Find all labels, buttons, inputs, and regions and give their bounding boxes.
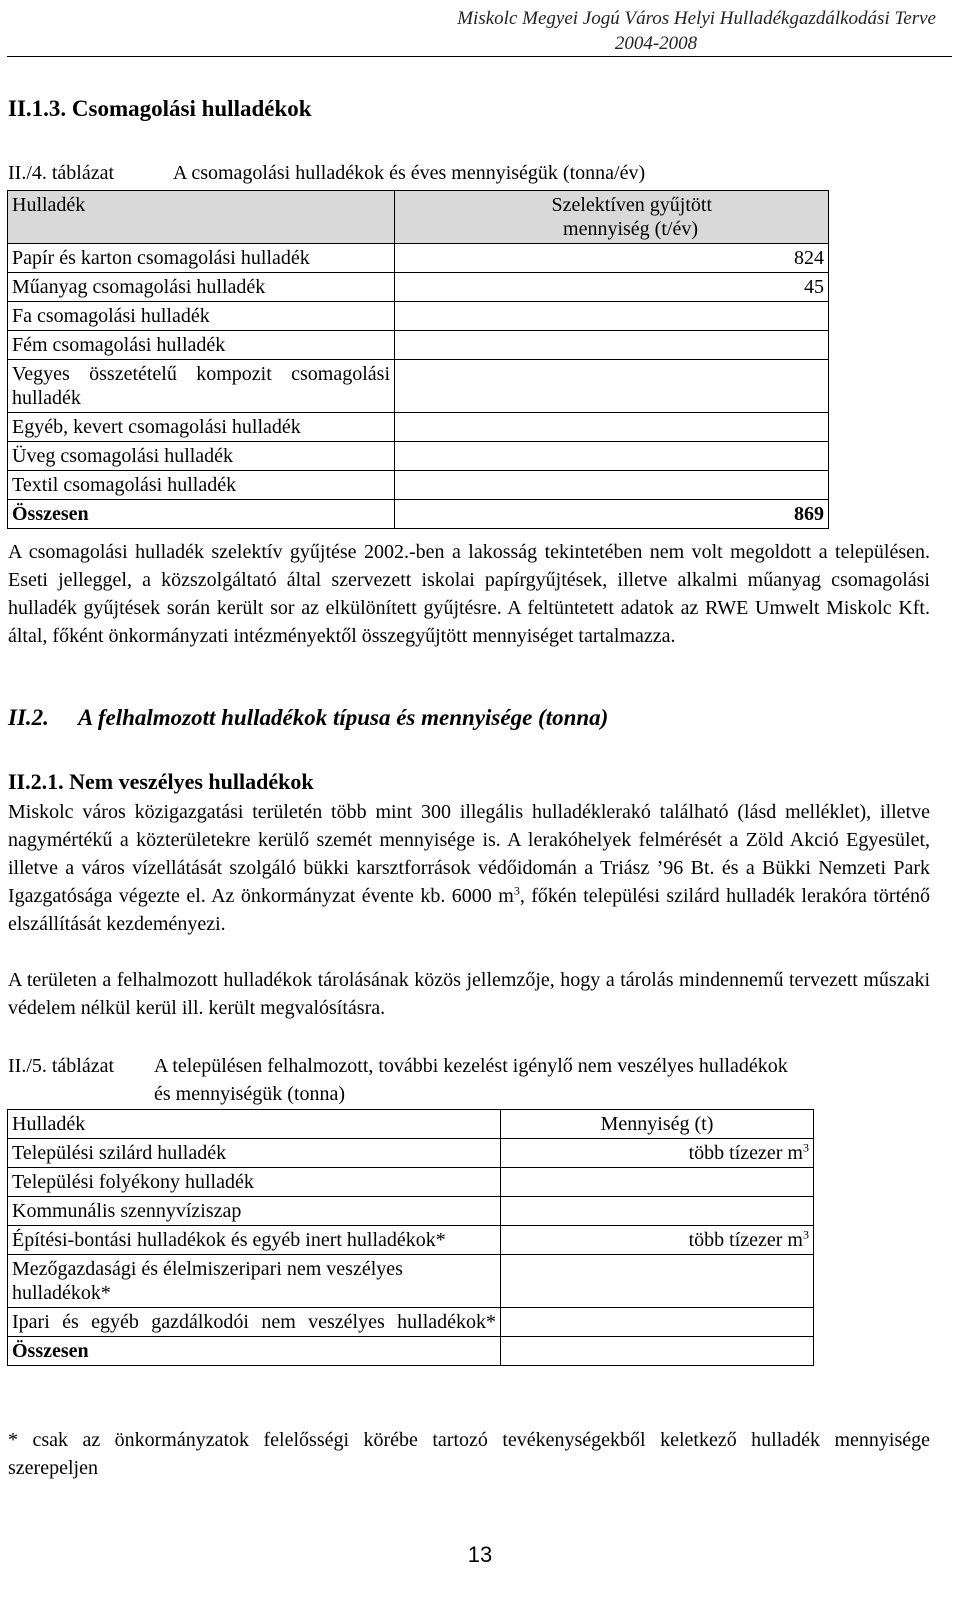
row-value: [395, 302, 829, 331]
table-row: [8, 471, 829, 500]
table-row: [8, 1139, 814, 1168]
section-heading-nonhazardous: II.2.1. Nem veszélyes hulladékok: [8, 769, 314, 794]
table-row: [8, 244, 829, 273]
row-value: [501, 1168, 814, 1197]
nonhazardous-paragraph-1: [8, 798, 930, 938]
row-value-sup: 3: [803, 1227, 809, 1242]
row-value: [395, 442, 829, 471]
page-number: 13: [467, 1542, 493, 1567]
table-header-row: [8, 1110, 814, 1139]
row-name: Textil csomagolási hulladék: [8, 471, 395, 500]
row-value: 824: [395, 244, 829, 273]
row-value: [501, 1255, 814, 1308]
col-header-waste: Hulladék: [8, 191, 395, 244]
table-row: [8, 360, 829, 413]
row-value: [395, 413, 829, 442]
row-name: Mezőgazdasági és élelmiszeripari nem veszélyes hulladékok*: [8, 1255, 501, 1308]
header-title: Miskolc Megyei Jogú Város Helyi Hulladékgazdálkodási Terve: [457, 8, 936, 29]
total-label: Összesen: [8, 1337, 501, 1366]
table-row: [8, 1168, 814, 1197]
paragraph1-text-a: Miskolc város közigazgatási területén több mint 300 illegális hulladéklerakó található (lásd melléklet), illetve nagymértékű a közterületekre kerülő szemét mennyisége is. A lerakóhelyek felmérését a Zöld Akció Egyesület, illetve a város vízellátását szolgáló bükki karsztforrások védőidomán a Triász ’96 Bt. és a Bükki Nemzeti Park Igazgatósága végezte el. Az önkormányzat évente kb. 6000 m: [8, 801, 930, 907]
table-row: [8, 1255, 814, 1308]
row-name: Egyéb, kevert csomagolási hulladék: [8, 413, 395, 442]
row-name: Műanyag csomagolási hulladék: [8, 273, 395, 302]
section-title: A felhalmozott hulladékok típusa és mennyisége (tonna): [78, 705, 609, 730]
table-caption-4: [8, 160, 646, 186]
running-header: [176, 6, 936, 56]
col-header-quantity: Mennyiség (t): [501, 1110, 814, 1139]
row-value-text: több tízezer m: [688, 1229, 803, 1251]
header-years: 2004-2008: [614, 33, 698, 54]
row-value: [395, 471, 829, 500]
row-name: Papír és karton csomagolási hulladék: [8, 244, 395, 273]
table-footnote: * csak az önkormányzatok felelősségi körébe tartozó tevékenységekből keletkező hulladék mennyisége szerepeljen: [8, 1429, 930, 1479]
table-total-row: [8, 1337, 814, 1366]
total-value: 869: [395, 500, 829, 529]
col-header-waste: Hulladék: [8, 1110, 501, 1139]
row-name: Üveg csomagolási hulladék: [8, 442, 395, 471]
row-value: [395, 360, 829, 413]
table-row: [8, 331, 829, 360]
row-name: Kommunális szennyvíziszap: [8, 1197, 501, 1226]
table-label: II./5. táblázat: [8, 1055, 115, 1077]
section-heading-packaging: II.1.3. Csomagolási hulladékok: [8, 96, 312, 121]
table-title-line2: és mennyiségük (tonna): [154, 1083, 346, 1105]
row-value: [501, 1308, 814, 1337]
table-header-row: [8, 191, 829, 244]
total-value: [501, 1337, 814, 1366]
row-name: Ipari és egyéb gazdálkodói nem veszélyes hulladékok*: [8, 1308, 501, 1337]
nonhazardous-paragraph-2: A területen a felhalmozott hulladékok tárolásának közös jellemzője, hogy a tárolás mindennemű tervezett műszaki védelem nélkül kerül ill. került megvalósításra.: [8, 969, 930, 1019]
row-value: [395, 331, 829, 360]
row-value: 45: [395, 273, 829, 302]
row-value-text: több tízezer m: [688, 1142, 803, 1164]
header-rule: [7, 56, 952, 57]
table-row: [8, 1197, 814, 1226]
row-name: Fém csomagolási hulladék: [8, 331, 395, 360]
row-name: Fa csomagolási hulladék: [8, 302, 395, 331]
packaging-waste-table: [7, 190, 829, 529]
packaging-paragraph: A csomagolási hulladék szelektív gyűjtése 2002.-ben a lakosság tekintetében nem volt megoldott a településen. Eseti jelleggel, a közszolgáltató által szervezett iskolai papírgyűjtések, illetve alkalmi műanyag csomagolási hulladék gyűjtések során került sor az elkülönített gyűjtésre. A feltüntetett adatok az RWE Umwelt Miskolc Kft. által, főként önkormányzati intézményektől összegyűjtött mennyiséget tartalmazza.: [8, 541, 930, 647]
row-name: Építési-bontási hulladékok és egyéb inert hulladékok*: [8, 1226, 501, 1255]
row-value: [501, 1226, 814, 1255]
paragraph1-text-b: , főkén települési szilárd hulladék lerakóra történő elszállítását kezdeményezi.: [8, 885, 930, 935]
table-title: A csomagolási hulladékok és éves mennyiségük (tonna/év): [173, 162, 646, 184]
col-header-quantity-line1: Szelektíven gyűjtött: [551, 194, 712, 216]
table-row: [8, 442, 829, 471]
row-name: Települési folyékony hulladék: [8, 1168, 501, 1197]
table-row: [8, 273, 829, 302]
row-value-sup: 3: [803, 1140, 809, 1155]
section-heading-accumulated: [8, 705, 608, 731]
col-header-quantity: [395, 191, 829, 244]
nonhazardous-waste-table: [7, 1109, 814, 1366]
row-value: [501, 1197, 814, 1226]
table-total-row: [8, 500, 829, 529]
table-row: [8, 1226, 814, 1255]
table-row: [8, 1308, 814, 1337]
table-row: [8, 413, 829, 442]
table-title-line1: A településen felhalmozott, további kezelést igénylő nem veszélyes hulladékok: [154, 1055, 788, 1077]
table-label: II./4. táblázat: [8, 162, 115, 184]
total-label: Összesen: [8, 500, 395, 529]
cubic-superscript: 3: [513, 883, 520, 898]
table-caption-5: [8, 1053, 788, 1105]
row-value: [501, 1139, 814, 1168]
table-row: [8, 302, 829, 331]
row-name: Vegyes összetételű kompozit csomagolási hulladék: [8, 360, 395, 413]
col-header-quantity-line2: mennyiség (t/év): [563, 218, 698, 240]
row-name: Települési szilárd hulladék: [8, 1139, 501, 1168]
section-number: II.2.: [8, 705, 49, 730]
